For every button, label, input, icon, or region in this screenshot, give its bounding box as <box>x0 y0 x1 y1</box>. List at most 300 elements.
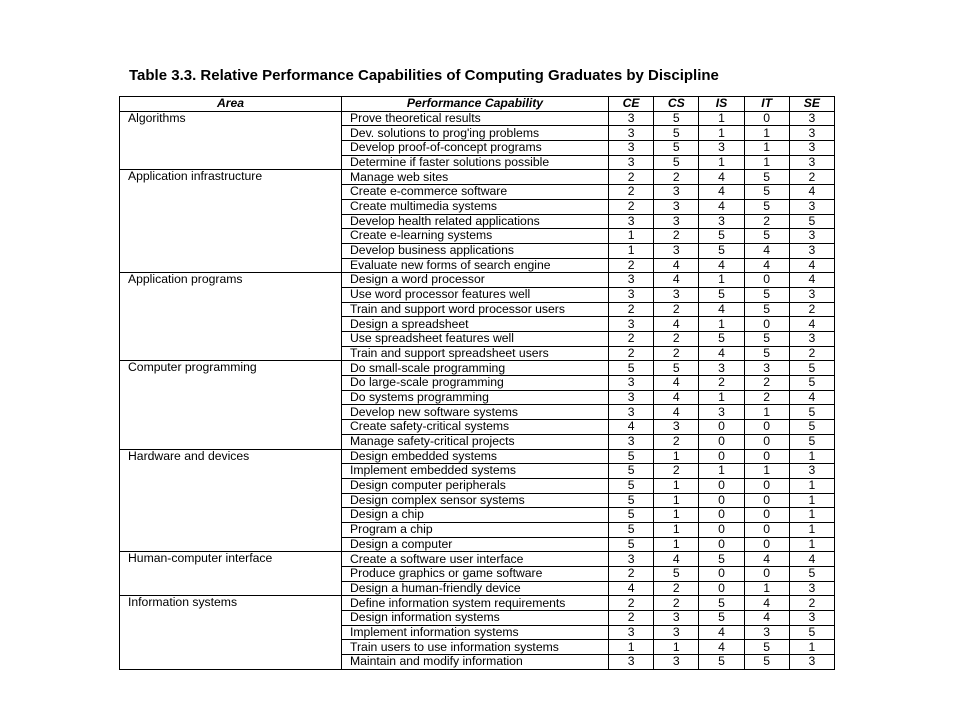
score-cell-cs: 3 <box>654 611 699 626</box>
area-cell <box>120 420 342 435</box>
score-cell-cs: 4 <box>654 273 699 288</box>
area-cell: Information systems <box>120 596 342 611</box>
score-cell-se: 4 <box>789 552 834 567</box>
capability-cell: Implement embedded systems <box>342 464 609 479</box>
score-cell-ce: 3 <box>609 155 654 170</box>
header-ce: CE <box>609 97 654 112</box>
score-cell-se: 1 <box>789 522 834 537</box>
table-row <box>120 493 835 508</box>
score-cell-cs: 4 <box>654 376 699 391</box>
area-cell: Application infrastructure <box>120 170 342 185</box>
score-cell-se: 4 <box>789 273 834 288</box>
score-cell-it: 0 <box>744 449 789 464</box>
score-cell-is: 5 <box>699 243 744 258</box>
score-cell-ce: 3 <box>609 126 654 141</box>
score-cell-se: 1 <box>789 508 834 523</box>
capability-cell: Design a spreadsheet <box>342 317 609 332</box>
score-cell-se: 5 <box>789 420 834 435</box>
capability-cell: Create multimedia systems <box>342 199 609 214</box>
score-cell-se: 4 <box>789 185 834 200</box>
score-cell-ce: 2 <box>609 170 654 185</box>
table-row <box>120 390 835 405</box>
capability-cell: Evaluate new forms of search engine <box>342 258 609 273</box>
score-cell-ce: 3 <box>609 434 654 449</box>
score-cell-se: 1 <box>789 640 834 655</box>
table-row <box>120 552 835 567</box>
score-cell-it: 4 <box>744 596 789 611</box>
table-row <box>120 405 835 420</box>
area-cell <box>120 508 342 523</box>
capability-cell: Determine if faster solutions possible <box>342 155 609 170</box>
header-area: Area <box>120 97 342 112</box>
table-row <box>120 111 835 126</box>
capability-cell: Train users to use information systems <box>342 640 609 655</box>
score-cell-ce: 2 <box>609 258 654 273</box>
score-cell-cs: 2 <box>654 464 699 479</box>
score-cell-ce: 1 <box>609 640 654 655</box>
score-cell-cs: 4 <box>654 552 699 567</box>
score-cell-se: 2 <box>789 170 834 185</box>
capability-cell: Develop business applications <box>342 243 609 258</box>
table-row <box>120 625 835 640</box>
capability-cell: Design embedded systems <box>342 449 609 464</box>
score-cell-cs: 2 <box>654 229 699 244</box>
area-cell <box>120 611 342 626</box>
area-cell <box>120 287 342 302</box>
score-cell-ce: 3 <box>609 317 654 332</box>
score-cell-ce: 5 <box>609 522 654 537</box>
area-cell <box>120 155 342 170</box>
area-cell <box>120 199 342 214</box>
capability-cell: Train and support word processor users <box>342 302 609 317</box>
capabilities-table-container <box>119 96 834 670</box>
score-cell-se: 3 <box>789 611 834 626</box>
score-cell-cs: 3 <box>654 185 699 200</box>
score-cell-se: 5 <box>789 361 834 376</box>
score-cell-cs: 5 <box>654 567 699 582</box>
capability-cell: Create e-commerce software <box>342 185 609 200</box>
area-cell <box>120 537 342 552</box>
score-cell-it: 5 <box>744 287 789 302</box>
score-cell-cs: 1 <box>654 522 699 537</box>
score-cell-is: 5 <box>699 611 744 626</box>
score-cell-it: 5 <box>744 199 789 214</box>
score-cell-it: 4 <box>744 243 789 258</box>
score-cell-ce: 3 <box>609 390 654 405</box>
score-cell-is: 4 <box>699 346 744 361</box>
area-cell <box>120 581 342 596</box>
score-cell-se: 3 <box>789 287 834 302</box>
score-cell-is: 4 <box>699 302 744 317</box>
table-row <box>120 449 835 464</box>
score-cell-it: 0 <box>744 508 789 523</box>
score-cell-is: 1 <box>699 390 744 405</box>
score-cell-is: 0 <box>699 449 744 464</box>
score-cell-cs: 2 <box>654 596 699 611</box>
capability-cell: Design a word processor <box>342 273 609 288</box>
table-title: Table 3.3. Relative Performance Capabilities of Computing Graduates by Discipline <box>129 67 719 84</box>
score-cell-it: 0 <box>744 493 789 508</box>
score-cell-se: 5 <box>789 214 834 229</box>
area-cell <box>120 390 342 405</box>
capability-cell: Dev. solutions to prog'ing problems <box>342 126 609 141</box>
table-row <box>120 434 835 449</box>
score-cell-is: 0 <box>699 508 744 523</box>
score-cell-ce: 4 <box>609 420 654 435</box>
score-cell-cs: 1 <box>654 449 699 464</box>
table-row <box>120 185 835 200</box>
score-cell-is: 5 <box>699 332 744 347</box>
score-cell-is: 0 <box>699 567 744 582</box>
area-cell: Application programs <box>120 273 342 288</box>
score-cell-cs: 1 <box>654 493 699 508</box>
area-cell: Human-computer interface <box>120 552 342 567</box>
score-cell-cs: 2 <box>654 332 699 347</box>
score-cell-ce: 2 <box>609 346 654 361</box>
capability-cell: Design complex sensor systems <box>342 493 609 508</box>
score-cell-se: 3 <box>789 155 834 170</box>
score-cell-cs: 2 <box>654 346 699 361</box>
area-cell <box>120 346 342 361</box>
capabilities-table <box>119 96 835 670</box>
capability-cell: Manage web sites <box>342 170 609 185</box>
score-cell-ce: 2 <box>609 332 654 347</box>
score-cell-cs: 1 <box>654 537 699 552</box>
area-cell <box>120 302 342 317</box>
score-cell-it: 5 <box>744 302 789 317</box>
score-cell-is: 1 <box>699 111 744 126</box>
area-cell <box>120 126 342 141</box>
score-cell-cs: 1 <box>654 640 699 655</box>
area-cell <box>120 640 342 655</box>
score-cell-ce: 5 <box>609 449 654 464</box>
score-cell-cs: 3 <box>654 655 699 670</box>
score-cell-se: 3 <box>789 141 834 156</box>
score-cell-is: 0 <box>699 537 744 552</box>
score-cell-it: 1 <box>744 581 789 596</box>
score-cell-is: 4 <box>699 185 744 200</box>
area-cell <box>120 317 342 332</box>
score-cell-it: 5 <box>744 229 789 244</box>
score-cell-is: 5 <box>699 552 744 567</box>
area-cell <box>120 405 342 420</box>
score-cell-is: 1 <box>699 317 744 332</box>
score-cell-ce: 5 <box>609 493 654 508</box>
score-cell-cs: 3 <box>654 287 699 302</box>
score-cell-is: 3 <box>699 214 744 229</box>
capability-cell: Design computer peripherals <box>342 478 609 493</box>
capability-cell: Use spreadsheet features well <box>342 332 609 347</box>
capability-cell: Implement information systems <box>342 625 609 640</box>
score-cell-it: 3 <box>744 361 789 376</box>
table-row <box>120 522 835 537</box>
capability-cell: Design a human-friendly device <box>342 581 609 596</box>
score-cell-se: 3 <box>789 581 834 596</box>
area-cell: Computer programming <box>120 361 342 376</box>
score-cell-is: 0 <box>699 522 744 537</box>
table-body <box>120 111 835 669</box>
capability-cell: Develop health related applications <box>342 214 609 229</box>
table-row <box>120 655 835 670</box>
score-cell-it: 2 <box>744 390 789 405</box>
score-cell-se: 2 <box>789 302 834 317</box>
score-cell-ce: 3 <box>609 111 654 126</box>
area-cell <box>120 625 342 640</box>
score-cell-cs: 2 <box>654 434 699 449</box>
score-cell-is: 4 <box>699 625 744 640</box>
table-row <box>120 581 835 596</box>
score-cell-cs: 5 <box>654 111 699 126</box>
capability-cell: Create safety-critical systems <box>342 420 609 435</box>
area-cell <box>120 332 342 347</box>
score-cell-ce: 3 <box>609 273 654 288</box>
capability-cell: Program a chip <box>342 522 609 537</box>
table-row <box>120 361 835 376</box>
table-row <box>120 243 835 258</box>
score-cell-ce: 5 <box>609 464 654 479</box>
capability-cell: Develop proof-of-concept programs <box>342 141 609 156</box>
table-row <box>120 155 835 170</box>
header-is: IS <box>699 97 744 112</box>
score-cell-it: 4 <box>744 258 789 273</box>
score-cell-se: 3 <box>789 126 834 141</box>
score-cell-ce: 1 <box>609 243 654 258</box>
table-row <box>120 567 835 582</box>
area-cell <box>120 243 342 258</box>
score-cell-it: 0 <box>744 537 789 552</box>
table-row <box>120 611 835 626</box>
score-cell-it: 5 <box>744 170 789 185</box>
score-cell-se: 5 <box>789 376 834 391</box>
area-cell <box>120 376 342 391</box>
score-cell-it: 2 <box>744 214 789 229</box>
area-cell <box>120 229 342 244</box>
score-cell-it: 1 <box>744 405 789 420</box>
score-cell-ce: 2 <box>609 302 654 317</box>
capability-cell: Develop new software systems <box>342 405 609 420</box>
score-cell-is: 1 <box>699 273 744 288</box>
header-se: SE <box>789 97 834 112</box>
area-cell <box>120 258 342 273</box>
table-row <box>120 478 835 493</box>
score-cell-cs: 4 <box>654 317 699 332</box>
score-cell-cs: 2 <box>654 581 699 596</box>
area-cell <box>120 655 342 670</box>
header-it: IT <box>744 97 789 112</box>
capability-cell: Train and support spreadsheet users <box>342 346 609 361</box>
score-cell-se: 4 <box>789 258 834 273</box>
capability-cell: Do large-scale programming <box>342 376 609 391</box>
score-cell-is: 3 <box>699 361 744 376</box>
table-row <box>120 199 835 214</box>
score-cell-is: 2 <box>699 376 744 391</box>
score-cell-se: 5 <box>789 405 834 420</box>
area-cell: Algorithms <box>120 111 342 126</box>
score-cell-is: 0 <box>699 478 744 493</box>
table-row <box>120 420 835 435</box>
score-cell-cs: 2 <box>654 170 699 185</box>
score-cell-ce: 5 <box>609 361 654 376</box>
capability-cell: Use word processor features well <box>342 287 609 302</box>
table-row <box>120 170 835 185</box>
area-cell <box>120 214 342 229</box>
score-cell-se: 3 <box>789 655 834 670</box>
score-cell-it: 0 <box>744 567 789 582</box>
score-cell-it: 0 <box>744 522 789 537</box>
score-cell-is: 5 <box>699 655 744 670</box>
score-cell-se: 3 <box>789 111 834 126</box>
table-row <box>120 273 835 288</box>
score-cell-ce: 3 <box>609 214 654 229</box>
table-row <box>120 258 835 273</box>
score-cell-ce: 2 <box>609 567 654 582</box>
score-cell-it: 5 <box>744 640 789 655</box>
score-cell-ce: 3 <box>609 376 654 391</box>
score-cell-ce: 5 <box>609 478 654 493</box>
score-cell-ce: 1 <box>609 229 654 244</box>
score-cell-is: 1 <box>699 155 744 170</box>
score-cell-is: 4 <box>699 199 744 214</box>
header-capability: Performance Capability <box>342 97 609 112</box>
area-cell <box>120 141 342 156</box>
score-cell-cs: 4 <box>654 390 699 405</box>
capability-cell: Create e-learning systems <box>342 229 609 244</box>
score-cell-se: 4 <box>789 317 834 332</box>
score-cell-is: 0 <box>699 434 744 449</box>
score-cell-it: 4 <box>744 552 789 567</box>
score-cell-cs: 1 <box>654 478 699 493</box>
score-cell-ce: 2 <box>609 596 654 611</box>
table-row <box>120 229 835 244</box>
area-cell <box>120 464 342 479</box>
table-row <box>120 317 835 332</box>
score-cell-cs: 5 <box>654 141 699 156</box>
table-row <box>120 508 835 523</box>
score-cell-ce: 3 <box>609 552 654 567</box>
score-cell-se: 1 <box>789 478 834 493</box>
score-cell-it: 0 <box>744 111 789 126</box>
capability-cell: Define information system requirements <box>342 596 609 611</box>
area-cell <box>120 434 342 449</box>
score-cell-cs: 5 <box>654 155 699 170</box>
score-cell-ce: 5 <box>609 508 654 523</box>
score-cell-se: 1 <box>789 449 834 464</box>
table-row <box>120 332 835 347</box>
score-cell-it: 5 <box>744 655 789 670</box>
score-cell-it: 4 <box>744 611 789 626</box>
table-row <box>120 126 835 141</box>
score-cell-is: 5 <box>699 596 744 611</box>
capability-cell: Do systems programming <box>342 390 609 405</box>
score-cell-cs: 3 <box>654 199 699 214</box>
score-cell-se: 5 <box>789 625 834 640</box>
capability-cell: Do small-scale programming <box>342 361 609 376</box>
area-cell <box>120 567 342 582</box>
score-cell-is: 5 <box>699 229 744 244</box>
score-cell-it: 3 <box>744 625 789 640</box>
score-cell-cs: 3 <box>654 243 699 258</box>
header-row <box>120 97 835 112</box>
score-cell-cs: 2 <box>654 302 699 317</box>
score-cell-is: 1 <box>699 464 744 479</box>
score-cell-cs: 4 <box>654 405 699 420</box>
score-cell-ce: 3 <box>609 625 654 640</box>
area-cell: Hardware and devices <box>120 449 342 464</box>
capability-cell: Create a software user interface <box>342 552 609 567</box>
score-cell-it: 0 <box>744 273 789 288</box>
score-cell-se: 2 <box>789 346 834 361</box>
capability-cell: Manage safety-critical projects <box>342 434 609 449</box>
score-cell-cs: 5 <box>654 126 699 141</box>
score-cell-it: 2 <box>744 376 789 391</box>
score-cell-is: 0 <box>699 493 744 508</box>
score-cell-is: 3 <box>699 141 744 156</box>
area-cell <box>120 522 342 537</box>
score-cell-cs: 5 <box>654 361 699 376</box>
score-cell-cs: 3 <box>654 420 699 435</box>
score-cell-ce: 3 <box>609 655 654 670</box>
score-cell-se: 4 <box>789 390 834 405</box>
score-cell-it: 0 <box>744 420 789 435</box>
capability-cell: Design a chip <box>342 508 609 523</box>
score-cell-se: 1 <box>789 493 834 508</box>
score-cell-is: 5 <box>699 287 744 302</box>
score-cell-is: 0 <box>699 420 744 435</box>
header-cs: CS <box>654 97 699 112</box>
score-cell-it: 1 <box>744 126 789 141</box>
table-row <box>120 537 835 552</box>
score-cell-it: 1 <box>744 155 789 170</box>
score-cell-ce: 2 <box>609 611 654 626</box>
table-row <box>120 287 835 302</box>
score-cell-se: 3 <box>789 464 834 479</box>
score-cell-is: 3 <box>699 405 744 420</box>
score-cell-is: 1 <box>699 126 744 141</box>
score-cell-se: 3 <box>789 243 834 258</box>
area-cell <box>120 478 342 493</box>
table-row <box>120 640 835 655</box>
table-row <box>120 596 835 611</box>
table-row <box>120 141 835 156</box>
area-cell <box>120 185 342 200</box>
score-cell-it: 5 <box>744 185 789 200</box>
score-cell-cs: 3 <box>654 214 699 229</box>
area-cell <box>120 493 342 508</box>
score-cell-it: 5 <box>744 346 789 361</box>
score-cell-is: 4 <box>699 170 744 185</box>
capability-cell: Design a computer <box>342 537 609 552</box>
score-cell-ce: 5 <box>609 537 654 552</box>
table-row <box>120 214 835 229</box>
table-row <box>120 376 835 391</box>
score-cell-ce: 3 <box>609 405 654 420</box>
capability-cell: Produce graphics or game software <box>342 567 609 582</box>
score-cell-ce: 4 <box>609 581 654 596</box>
score-cell-se: 3 <box>789 332 834 347</box>
score-cell-ce: 2 <box>609 199 654 214</box>
score-cell-is: 0 <box>699 581 744 596</box>
table-row <box>120 302 835 317</box>
capability-cell: Design information systems <box>342 611 609 626</box>
table-row <box>120 346 835 361</box>
score-cell-se: 2 <box>789 596 834 611</box>
score-cell-se: 5 <box>789 567 834 582</box>
score-cell-ce: 2 <box>609 185 654 200</box>
score-cell-it: 5 <box>744 332 789 347</box>
table-row <box>120 464 835 479</box>
score-cell-is: 4 <box>699 258 744 273</box>
score-cell-se: 5 <box>789 434 834 449</box>
